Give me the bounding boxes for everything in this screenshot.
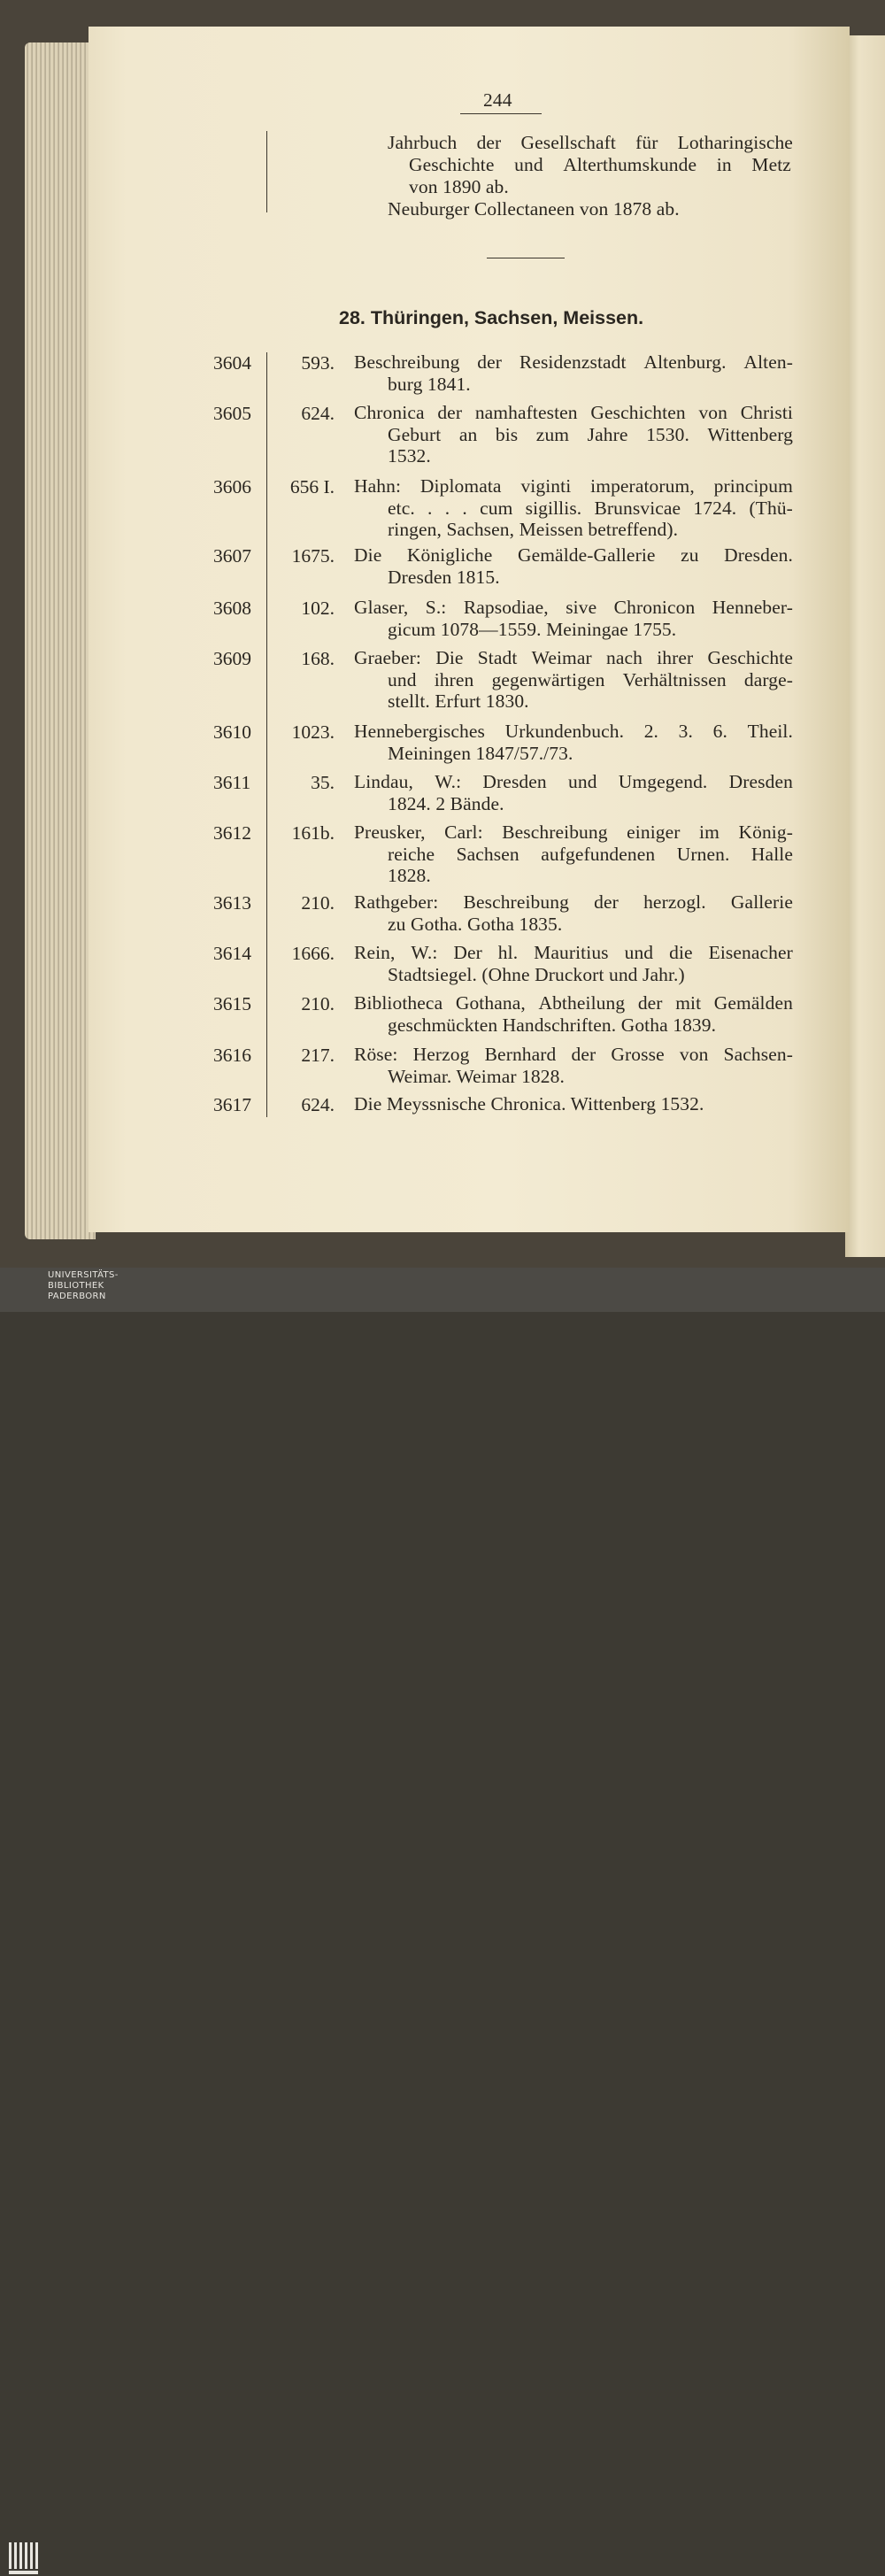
entry-reference: 593. [301,352,335,374]
entry-number: 3612 [213,822,251,844]
page-edges [25,42,96,1239]
entry-text-line: Röse: Herzog Bernhard der Grosse von Sachsen- [354,1044,793,1065]
intro-line-2: Geschichte und Alterthumskunde in Metz [409,154,791,175]
entry-number: 3607 [213,545,251,567]
intro-vertical-rule [266,131,267,212]
entry-reference: 1666. [291,943,335,964]
section-heading: 28. Thüringen, Sachsen, Meissen. [339,307,644,328]
footer-line-1: UNIVERSITÄTS- [48,1270,119,1280]
entry-reference: 210. [301,892,335,914]
library-logo-icon [7,2539,42,2576]
page-number: 244 [483,89,512,111]
entry-reference: 102. [301,598,335,619]
entry-number: 3609 [213,648,251,669]
entry-number: 3616 [213,1045,251,1066]
entry-text-line: reiche Sachsen aufgefundenen Urnen. Halle [388,843,793,865]
entry-number: 3610 [213,721,251,743]
entry-reference: 217. [301,1045,335,1066]
entry-text-line: Beschreibung der Residenzstadt Altenburg. Alten- [354,351,793,373]
footer-line-2: BIBLIOTHEK [48,1281,104,1291]
entry-text-line: etc. . . . cum sigillis. Brunsvicae 1724. (Thü- [388,497,793,519]
entry-number: 3614 [213,943,251,964]
entry-text-line: Rein, W.: Der hl. Mauritius und die Eisenacher [354,942,793,963]
entry-reference: 1023. [291,721,335,743]
entry-text-line: Die Königliche Gemälde-Gallerie zu Dresden. [354,544,793,566]
entry-number: 3604 [213,352,251,374]
entry-text-line: Meiningen 1847/57./73. [388,742,573,764]
page-number-rule [460,113,542,114]
intro-line-1: Jahrbuch der Gesellschaft für Lotharingische [388,132,793,153]
entry-text-line: 1532. [388,445,431,467]
entry-text-line: 1828. [388,865,431,886]
entry-reference: 624. [301,1094,335,1115]
entry-text-line: Dresden 1815. [388,566,500,588]
entry-number: 3605 [213,403,251,424]
entry-text-line: gicum 1078—1559. Meiningae 1755. [388,618,677,640]
entry-reference: 161b. [291,822,335,844]
library-footer [0,1268,885,1312]
entry-text-line: zu Gotha. Gotha 1835. [388,913,563,935]
entry-text-line: Rathgeber: Beschreibung der herzogl. Gallerie [354,891,793,913]
entry-text-line: Hennebergisches Urkundenbuch. 2. 3. 6. Theil. [354,721,793,742]
entry-text-line: Lindau, W.: Dresden und Umgegend. Dresden [354,771,793,792]
entry-text-line: Die Meyssnische Chronica. Wittenberg 1532. [354,1093,704,1114]
entry-text-line: Hahn: Diplomata viginti imperatorum, principum [354,475,793,497]
entry-reference: 168. [301,648,335,669]
entry-text-line: Preusker, Carl: Beschreibung einiger im König- [354,821,793,843]
entry-text-line: Geburt an bis zum Jahre 1530. Wittenberg [388,423,793,445]
entry-reference: 210. [301,993,335,1014]
entry-number: 3617 [213,1094,251,1115]
entries-vertical-rule [266,352,267,1117]
entry-text-line: und ihren gegenwärtigen Verhältnissen darge- [388,668,793,690]
footer-line-3: PADERBORN [48,1292,106,1301]
entry-text-line: Glaser, S.: Rapsodiae, sive Chronicon Henneber- [354,597,793,618]
entry-text-line: 1824. 2 Bände. [388,792,504,814]
intro-line-3: von 1890 ab. [409,176,509,197]
entry-text-line: ringen, Sachsen, Meissen betreffend). [388,519,679,540]
entry-number: 3608 [213,598,251,619]
entry-reference: 1675. [291,545,335,567]
entry-text-line: Bibliotheca Gothana, Abtheilung der mit Gemälden [354,992,793,1014]
entry-text-line: geschmückten Handschriften. Gotha 1839. [388,1014,717,1036]
entry-text-line: Chronica der namhaftesten Geschichten von Christi [354,402,793,423]
entry-number: 3615 [213,993,251,1014]
book-scan [0,0,885,1268]
entry-number: 3611 [213,772,251,793]
entry-number: 3613 [213,892,251,914]
intro-line-4: Neuburger Collectaneen von 1878 ab. [388,198,680,220]
entry-reference: 624. [301,403,335,424]
entry-text-line: Graeber: Die Stadt Weimar nach ihrer Geschichte [354,647,793,668]
entry-text-line: Stadtsiegel. (Ohne Druckort und Jahr.) [388,963,685,985]
entry-text-line: Weimar. Weimar 1828. [388,1065,565,1087]
entry-text-line: stellt. Erfurt 1830. [388,690,529,712]
entry-text-line: burg 1841. [388,373,471,395]
next-page-edge [845,35,885,1257]
entry-reference: 656 I. [289,476,335,497]
entry-reference: 35. [311,772,335,793]
entry-number: 3606 [213,476,251,497]
